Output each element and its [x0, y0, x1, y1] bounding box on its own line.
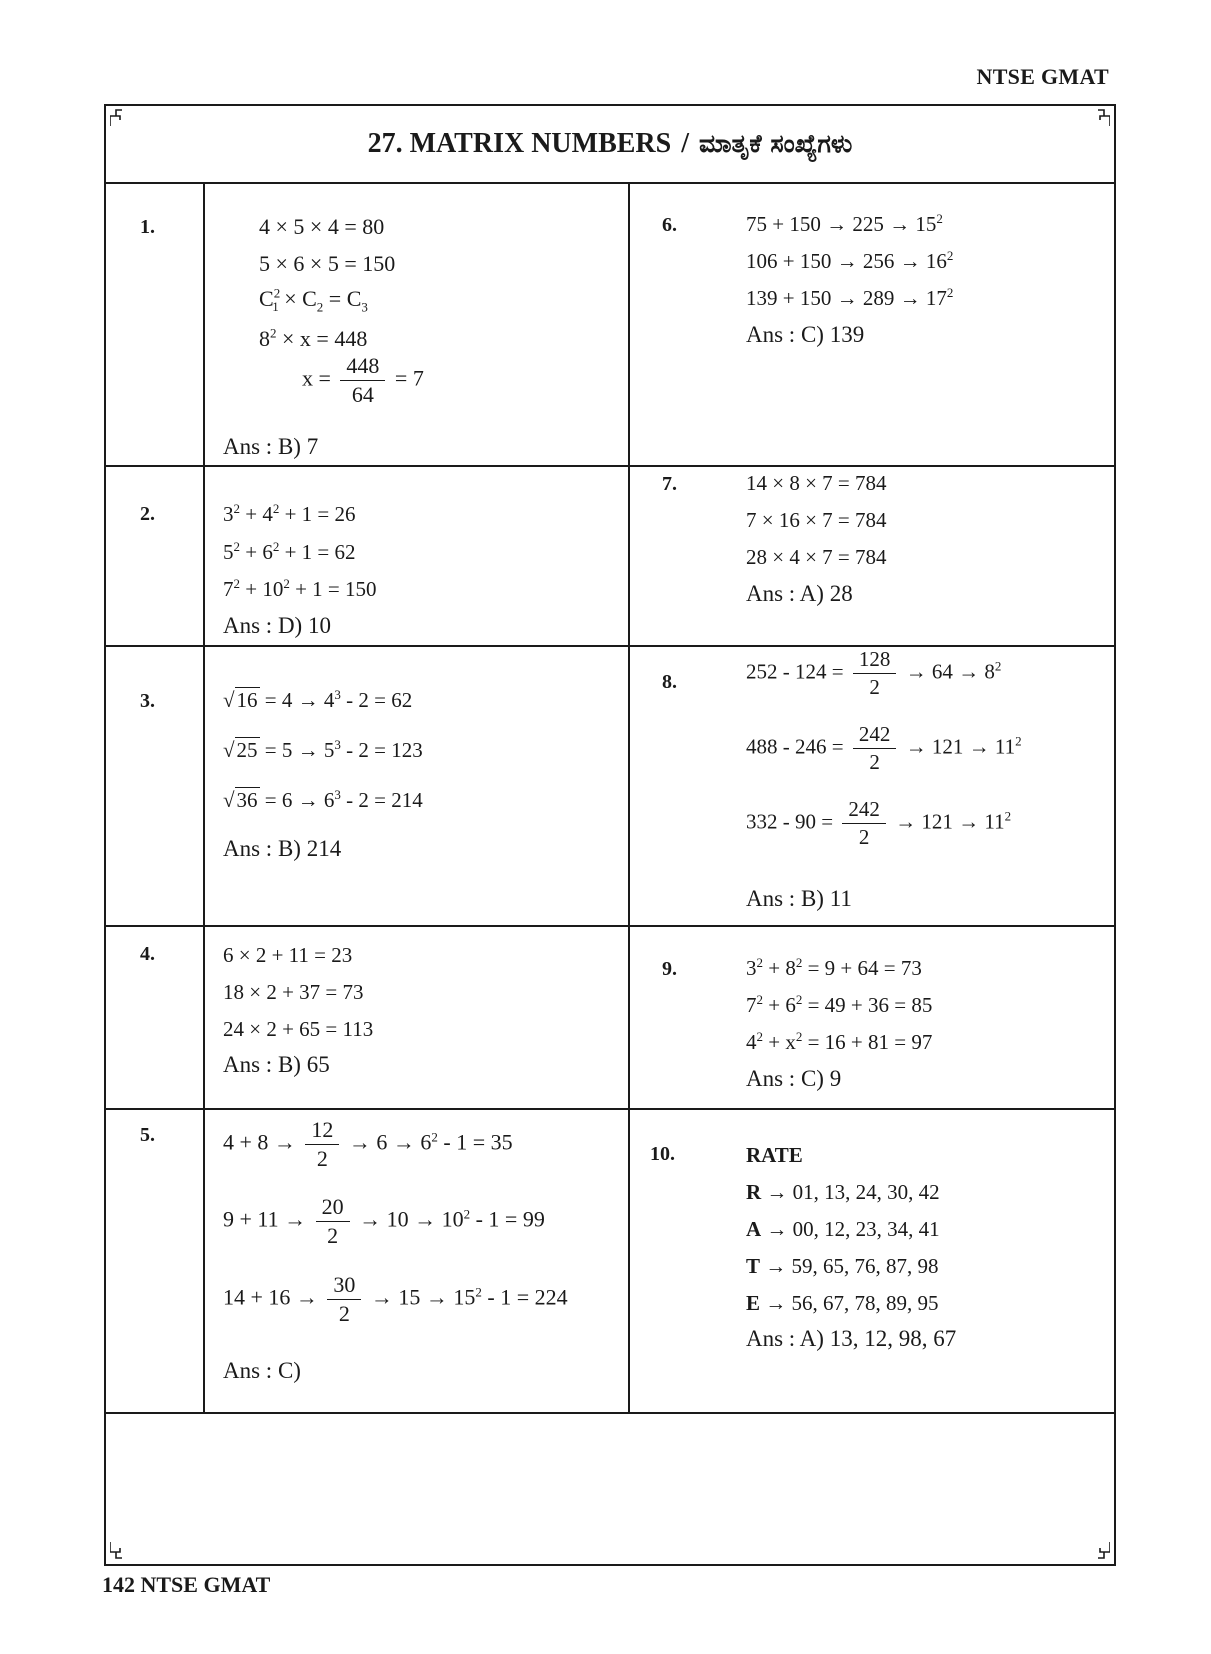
solution-line: 18 × 2 + 37 = 73: [223, 980, 364, 1004]
question-number: 5.: [140, 1124, 155, 1146]
answer: Ans : C) 139: [746, 322, 865, 347]
question-number: 3.: [140, 690, 155, 712]
solution-line: $√16 = 4 \to 4^3 - 2 = 62$: [223, 687, 413, 712]
title-separator: /: [681, 128, 689, 159]
grid-row-divider-4: [106, 1108, 1116, 1110]
fraction: $\frac{448}{64}$: [340, 354, 385, 407]
code-word-heading: RATE: [746, 1143, 803, 1167]
solution-line: 14 + 16 → $\frac{30}{2}$ → $15 \to 15^2 - 1 = 224$: [223, 1272, 568, 1327]
section-title-english: 27. MATRIX NUMBERS: [367, 128, 672, 159]
solution-line: $3^2 + 8^2 = 9 + 64 = 73$: [746, 955, 922, 980]
footer-title: NTSE GMAT: [140, 1572, 271, 1597]
grid-row-divider-1: [106, 465, 1116, 467]
grid-row-divider-2: [106, 645, 1116, 647]
solution-line: $7^2 + 6^2 = 49 + 36 = 85$: [746, 992, 933, 1017]
solution-line: $√25 = 5 \to 5^3 - 2 = 123$: [223, 737, 423, 762]
answer: Ans : A) 28: [746, 581, 853, 606]
solution-line: 4 + 8 → $\frac{12}{2}$ → $6 \to 6^2 - 1 = 35$: [223, 1117, 513, 1172]
page-number: 142: [102, 1572, 135, 1597]
answer: Ans : D) 10: [223, 613, 331, 638]
solution-line: $4^2 + x^2 = 16 + 81 = 97$: [746, 1029, 933, 1054]
answer: Ans : B) 7: [223, 434, 319, 459]
answer: Ans : B) 214: [223, 836, 342, 861]
sqrt: √25: [223, 738, 258, 762]
question-number: 4.: [140, 943, 155, 965]
answer: Ans : C) 9: [746, 1066, 842, 1091]
section-title-kannada: ಮಾತೃಕೆ ಸಂಖ್ಯೆಗಳು: [699, 129, 853, 158]
solution-line: $139 + 150 \to 289 \to 17^2$: [746, 285, 954, 310]
solution-line: $75 + 150 \to 225 \to 15^2$: [746, 211, 943, 236]
running-header: NTSE GMAT: [976, 64, 1109, 89]
code-row: A → 00, 12, 23, 34, 41: [746, 1217, 940, 1241]
solution-line: $C^2_1 \times C_2 = C_3$: [259, 285, 368, 315]
grid-row-divider-3: [106, 925, 1116, 927]
solution-line: 7 × 16 × 7 = 784: [746, 508, 887, 532]
corner-ornament-bottom-right: [1092, 1542, 1106, 1556]
solution-line: 252 - 124 = $\frac{128}{2}$ → $64 \to 8^2$: [746, 647, 1002, 700]
solution-line: 5 × 6 × 5 = 150: [259, 251, 396, 276]
fraction: $\frac{30}{2}$: [327, 1273, 361, 1326]
corner-ornament-bottom-left: [110, 1542, 124, 1556]
grid-col-divider-1: [203, 184, 205, 1414]
solution-line: $8^2 \times x = 448$: [259, 325, 368, 351]
code-row: R → 01, 13, 24, 30, 42: [746, 1180, 940, 1204]
code-row: E → 56, 67, 78, 89, 95: [746, 1291, 939, 1315]
section-title: [106, 106, 1114, 184]
sqrt: √36: [223, 788, 258, 812]
solution-line: $106 + 150 \to 256 \to 16^2$: [746, 248, 954, 273]
solution-line: 28 × 4 × 7 = 784: [746, 545, 887, 569]
solution-line: $√36 = 6 \to 6^3 - 2 = 214$: [223, 787, 423, 812]
fraction: $\frac{20}{2}$: [316, 1195, 350, 1248]
question-number: 6.: [662, 214, 677, 236]
solution-line: 24 × 2 + 65 = 113: [223, 1017, 374, 1041]
solution-line: 4 × 5 × 4 = 80: [259, 214, 385, 239]
question-number: 10.: [650, 1143, 675, 1165]
solution-line: $3^2 + 4^2 + 1 = 26$: [223, 501, 356, 526]
grid-col-divider-2: [628, 184, 630, 1414]
running-footer: [102, 1572, 270, 1598]
fraction: $\frac{242}{2}$: [853, 723, 897, 774]
solution-line: 332 - 90 = $\frac{242}{2}$ → $121 \to 11^2$: [746, 797, 1012, 850]
fraction: $\frac{12}{2}$: [305, 1118, 339, 1171]
answer: Ans : B) 11: [746, 886, 852, 911]
question-number: 8.: [662, 671, 677, 693]
answer: Ans : B) 65: [223, 1052, 330, 1077]
solution-line: 9 + 11 → $\frac{20}{2}$ → $10 \to 10^2 - 1 = 99$: [223, 1194, 545, 1249]
question-number: 9.: [662, 958, 677, 980]
fraction: $\frac{128}{2}$: [853, 648, 897, 699]
fraction: $\frac{242}{2}$: [842, 798, 886, 849]
solution-line: 488 - 246 = $\frac{242}{2}$ → $121 \to 11^2$: [746, 722, 1022, 775]
solution-line: 14 × 8 × 7 = 784: [746, 471, 887, 495]
question-number: 1.: [140, 216, 155, 238]
answer: Ans : C): [223, 1358, 301, 1383]
solution-line: $7^2 + 10^2 + 1 = 150$: [223, 576, 377, 601]
answer: Ans : A) 13, 12, 98, 67: [746, 1326, 957, 1351]
question-number: 7.: [662, 473, 677, 495]
solution-line: 6 × 2 + 11 = 23: [223, 943, 353, 967]
solution-line: $5^2 + 6^2 + 1 = 62$: [223, 539, 356, 564]
code-row: T → 59, 65, 76, 87, 98: [746, 1254, 939, 1278]
solution-line: x = $\frac{448}{64}$ = 7: [302, 353, 424, 408]
question-number: 2.: [140, 503, 155, 525]
grid-row-divider-5: [106, 1412, 1116, 1414]
sqrt: √16: [223, 688, 258, 712]
